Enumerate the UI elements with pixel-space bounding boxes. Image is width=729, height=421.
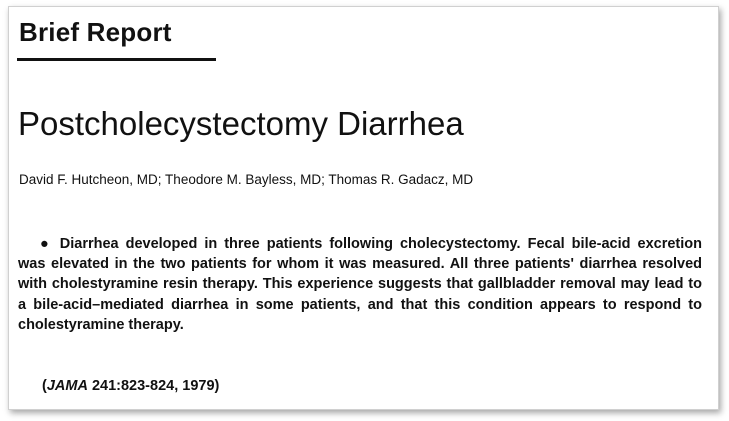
citation-journal: JAMA <box>46 378 88 394</box>
author-list: David F. Hutcheon, MD; Theodore M. Bayless, MD; Thomas R. Gadacz, MD <box>19 172 474 187</box>
section-label: Brief Report <box>19 17 172 47</box>
bullet-icon: ● <box>40 236 52 252</box>
citation-details: 241:823-824, 1979) <box>87 378 220 394</box>
citation-open: ( <box>42 378 47 394</box>
article-card <box>8 6 719 410</box>
citation <box>42 376 219 396</box>
section-rule <box>17 58 216 61</box>
abstract-text: Diarrhea developed in three patients following cholecystectomy. Fecal bile-acid excretion was elevated in the two patients for whom it was measured. All three patients' diarrhea resolved with cholestyramine resin therapy. This experience suggests that gallbladder removal may lead to a bile-acid–mediated diarrhea in some patients, and that this condition appears to respond to cholestyramine therapy. <box>18 236 702 333</box>
article-title: Postcholecystectomy Diarrhea <box>18 105 464 142</box>
abstract-paragraph <box>18 234 702 335</box>
